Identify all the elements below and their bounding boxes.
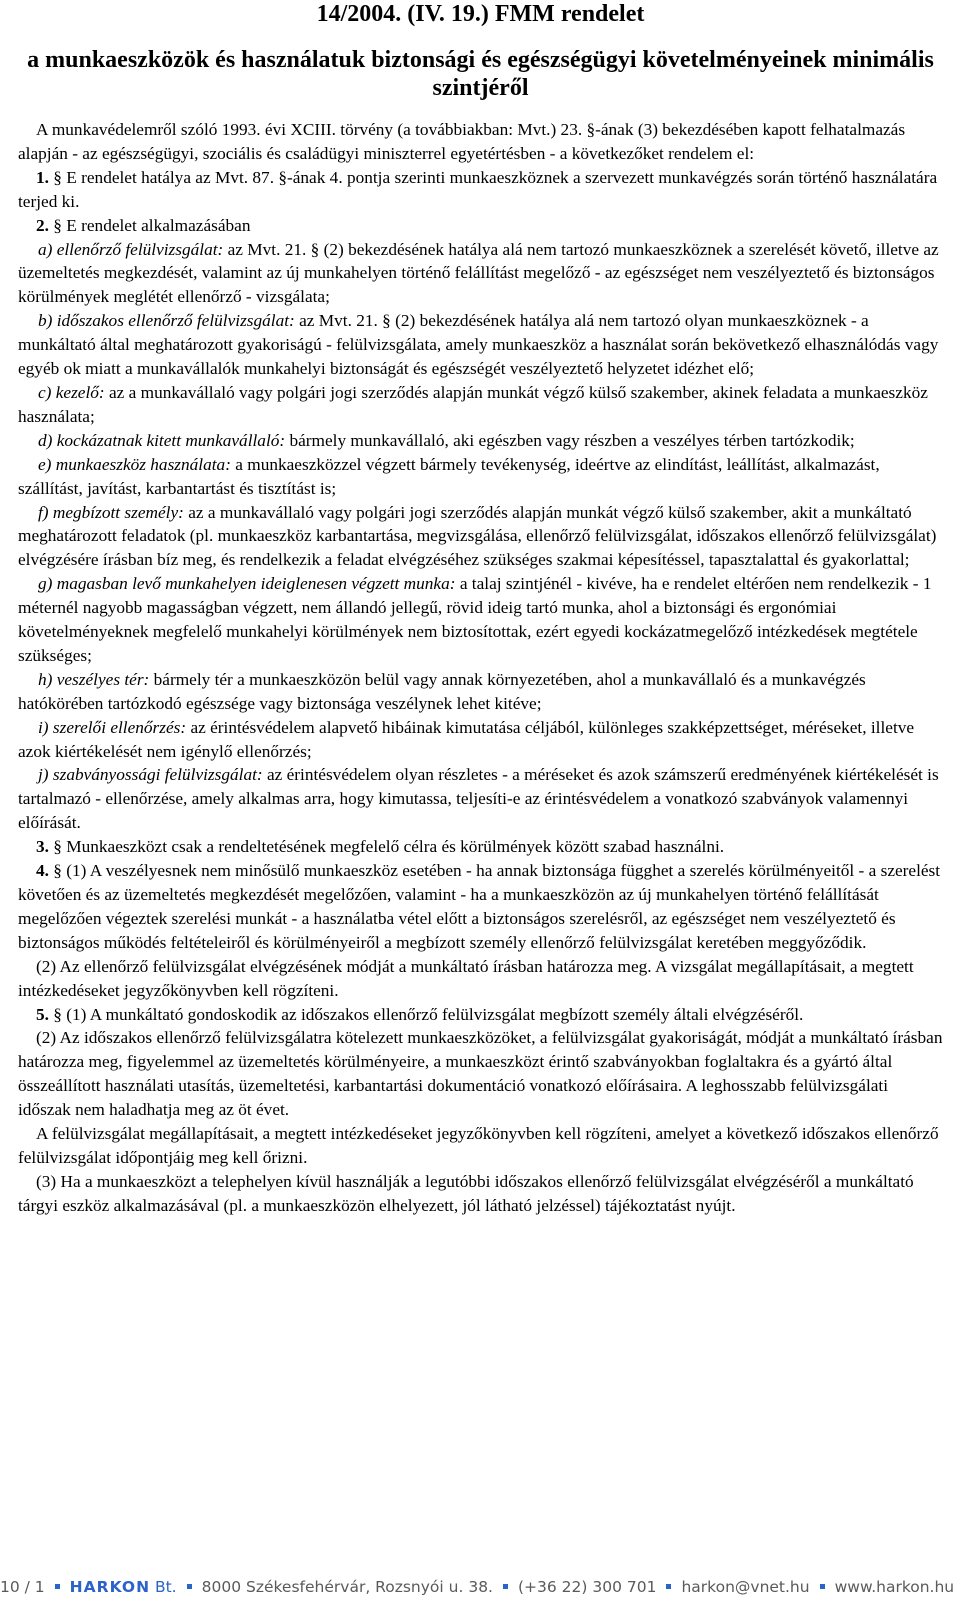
separator-square-icon [55,1584,60,1589]
page-number: 10 / 1 [0,1577,45,1596]
definition-term: b) időszakos ellenőrző felülvizsgálat: [38,311,295,331]
preamble: A munkavédelemről szóló 1993. évi XCIII. törvény (a továbbiakban: Mvt.) 23. §-ának (3) bekezdésében kapott felhatalmazás alapján - az egészségügyi, szociális és családügyi miniszterrel egyetértésben - a következőket rendelem el: [18,120,906,163]
section-number: 1. [36,167,49,187]
section-4-paragraph-2: (2) Az ellenőrző felülvizsgálat elvégzésének módját a munkáltató írásban határozza meg. A vizsgálat megállapításait, a megtett intézkedéseket jegyzőkönyvben kell rögzíteni. [18,956,914,1000]
document-title: 14/2004. (IV. 19.) FMM rendelet [316,1,645,27]
document-body [18,118,943,1218]
footer-address: 8000 Székesfehérvár, Rozsnyói u. 38. [201,1577,493,1596]
section-number: 5. [36,1004,49,1024]
definition-text: bármely tér a munkaeszközön belül vagy annak környezetében, ahol a munkavállaló és a munkavégzés hatókörében tartózkodó egészsége vagy biztonsága veszélynek lehet kitéve; [18,669,866,713]
section-text: § E rendelet alkalmazásában [48,215,251,235]
definition-text: az a munkavállaló vagy polgári jogi szerződés alapján munkát végző külső szakember, akit a munkáltató meghatározott feladatok (pl. munkaeszköz karbantartása, megvizsgálása, ellenőrző felülvizsgálat, időszakos ellenőrző felülvizsgálat) elvégzésére írásban bíz meg, és rendelkezik a feladat elvégzéséhez szükséges szakmai képesítéssel, tapasztalattal és gyakorlattal; [18,502,937,570]
definition-text: az Mvt. 21. § (2) bekezdésének hatálya alá nem tartozó olyan munkaeszköznek - a munkáltató által meghatározott gyakoriságú - felülvizsgálata, amely munkaeszköz a használat során bekövetkező elhasználódás vagy egyéb ok miatt a munkavállalók munkahelyi biztonságát és egészségét veszélyeztető helyzetet idézhet elő; [18,311,939,379]
definition-g [18,572,943,668]
definition-text: az Mvt. 21. § (2) bekezdésének hatálya alá nem tartozó munkaeszköznek a szerelését követő, illetve az üzemeltetés megkezdését, valamint az új munkahelyen történő felállítást megelőző - az egészséget nem veszélyeztető és biztonságos körülmények meglétét ellenőrző - vizsgálata; [18,239,939,307]
definition-text: az érintésvédelem olyan részletes - a méréseket és azok számszerű eredményének kiértékelését is tartalmazó - ellenőrzése, amely alkalmas arra, hogy kimutassa, teljesíti-e az érintésvédelem a vonatkozó szabványok valamennyi előírását. [18,765,939,833]
separator-square-icon [187,1584,192,1589]
section-3 [18,835,943,859]
definition-term: i) szerelői ellenőrzés: [38,717,187,737]
definition-text: az a munkavállaló vagy polgári jogi szerződés alapján munkát végző külső szakember, akinek feladata a munkaeszköz használata; [18,382,928,426]
section-5-paragraph-3: A felülvizsgálat megállapításait, a megtett intézkedéseket jegyzőkönyvben kell rögzíteni, amelyet a következő időszakos ellenőrző felülvizsgálat időpontjáig meg kell őrizni. [18,1124,939,1167]
definition-term: g) magasban levő munkahelyen ideiglenesen végzett munka: [38,574,456,594]
definition-e [18,453,943,501]
section-text: § (1) A veszélyesnek nem minősülő munkaeszköz esetében - ha annak biztonsága függhet a szerelés körülményeitől - a szerelést követően és az üzemeltetés megkezdését megelőzően, valamint - ha a munkaeszközön az új munkahelyen történő felállítását megelőzően végeztek szerelési munkát - a használatba vétel előtt a biztonságos szerelésről, az egészséget nem veszélyeztető és biztonságos működés feltételeiről és körülményeiről a megbízott személy ellenőrző felülvizsgálat keretében meggyőződik. [18,861,941,952]
definition-text: a talaj szintjénél - kivéve, ha e rendelet eltérően nem rendelkezik - 1 méternél nagyobb magasságban végzett, nem állandó jellegű, rövid ideig tartó munka, ahol a biztonsági és ergonómiai követelményeknek megfelelő munkahelyi körülmények nem biztosítottak, ezért egyedi kockázatmegelőző intézkedések megtétele szükséges; [18,574,932,665]
definition-b [18,309,943,381]
section-1 [18,166,943,214]
definition-f [18,501,943,573]
section-text: § Munkaeszközt csak a rendeltetésének megfelelő célra és körülmények között szabad használni. [48,837,725,857]
definition-text: az érintésvédelem alapvető hibáinak kimutatása céljából, különleges szakképzettséget, méréseket, illetve azok kiértékelését nem igénylő ellenőrzés; [18,717,915,761]
brand-name: HARKON [69,1577,151,1596]
separator-square-icon [666,1584,671,1589]
section-5-paragraph-2: (2) Az időszakos ellenőrző felülvizsgálatra kötelezett munkaeszközöket, a felülvizsgálat gyakoriságát, módját a munkáltató írásban határozza meg, figyelemmel az üzemeltetés körülményeire, a munkaeszközt érintő szabványokban foglaltakra és a gyártó által összeállított használati utasítás, üzemeltetési, karbantartási dokumentáció vonatkozó előírásaira. A leghosszabb felülvizsgálati időszak nem haladhatja meg az öt évet. [18,1028,943,1120]
definition-j [18,763,943,835]
definition-term: h) veszélyes tér: [38,669,150,689]
definition-d [18,429,943,453]
definition-text: a munkaeszközzel végzett bármely tevékenység, ideértve az elindítást, leállítást, alkalmazást, szállítást, javítást, karbantartást és tisztítást is; [18,454,880,498]
section-4-paragraph-1 [18,859,943,955]
brand-suffix: Bt. [150,1577,177,1596]
document-subtitle: a munkaeszközök és használatuk biztonsági és egészségügyi követelményeinek minimális szintjéről [27,47,934,101]
footer-phone: (+36 22) 300 701 [517,1577,657,1596]
section-number: 2. [36,215,49,235]
section-2 [18,214,943,238]
definition-term: f) megbízott személy: [38,502,184,522]
company-logo [70,1578,177,1596]
definition-term: j) szabványossági felülvizsgálat: [38,765,263,785]
footer-website-link[interactable]: www.harkon.hu [834,1577,955,1596]
separator-square-icon [820,1584,825,1589]
section-5-paragraph-4: (3) Ha a munkaeszközt a telephelyen kívül használják a legutóbbi időszakos ellenőrző felülvizsgálat elvégzéséről a munkáltató tárgyi eszköz alkalmazásával (pl. a munkaeszközön elhelyezett, jól látható jelzéssel) tájékoztatást nyújt. [18,1171,914,1215]
definition-term: c) kezelő: [38,382,105,402]
definition-c [18,381,943,429]
separator-square-icon [503,1584,508,1589]
definition-a [18,238,943,310]
section-number: 4. [36,861,49,881]
definition-i [18,716,943,764]
section-text: § E rendelet hatálya az Mvt. 87. §-ának 4. pontja szerinti munkaeszköznek a szervezett munkavégzés során történő használatára terjed ki. [18,167,938,211]
definition-term: d) kockázatnak kitett munkavállaló: [38,430,286,450]
definition-text: bármely munkavállaló, aki egészben vagy részben a veszélyes térben tartózkodik; [285,430,855,450]
definition-term: a) ellenőrző felülvizsgálat: [38,239,224,259]
footer-email-link[interactable]: harkon@vnet.hu [681,1577,810,1596]
definition-h [18,668,943,716]
section-text: § (1) A munkáltató gondoskodik az időszakos ellenőrző felülvizsgálat megbízott személy általi elvégzéséről. [48,1004,804,1024]
section-5-paragraph-1 [18,1003,943,1027]
section-number: 3. [36,837,49,857]
definition-term: e) munkaeszköz használata: [38,454,231,474]
page-footer [0,1574,960,1599]
document-page [18,0,943,1218]
